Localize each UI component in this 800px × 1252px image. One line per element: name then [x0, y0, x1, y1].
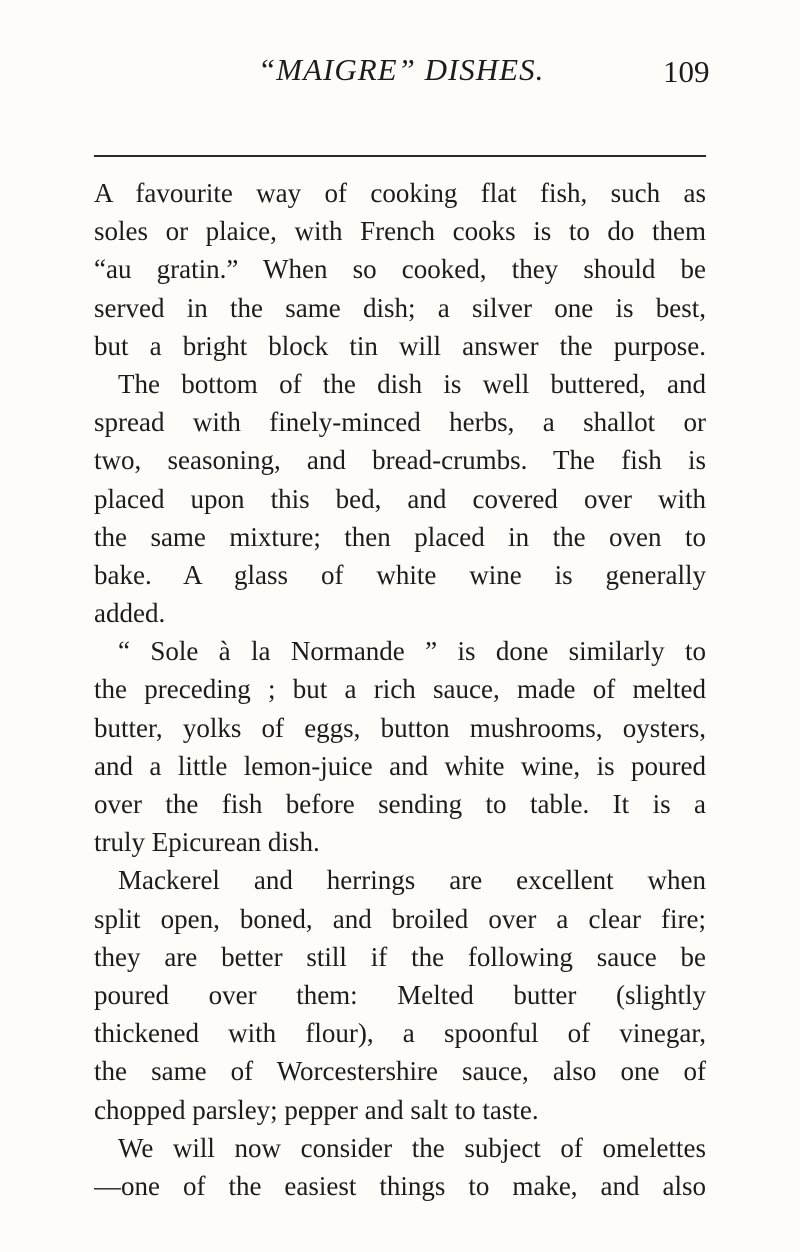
body-text — [94, 174, 706, 1205]
text-line: “ Sole à la Normande ” is done similarly to — [118, 636, 706, 667]
text-line: The bottom of the dish is well buttered, and — [118, 368, 706, 399]
text-line: the preceding ; but a rich sauce, made of melted — [94, 674, 706, 705]
text-line: the same of Worcestershire sauce, also one of — [94, 1056, 706, 1087]
text-line: two, seasoning, and bread-crumbs. The fish is — [94, 445, 706, 476]
text-line: over the fish before sending to table. It is a — [94, 789, 706, 819]
text-line: split open, boned, and broiled over a clear fire; — [94, 903, 706, 934]
running-title: “MAIGRE” DISHES. — [258, 52, 545, 87]
text-line: soles or plaice, with French cooks is to do them — [94, 216, 706, 247]
text-line: bake. A glass of white wine is generally — [94, 559, 706, 590]
text-line: placed upon this bed, and covered over with — [94, 483, 706, 514]
text-line: A favourite way of cooking flat fish, such as — [94, 178, 706, 208]
text-line: truly Epicurean dish. — [94, 827, 320, 858]
text-line: chopped parsley; pepper and salt to taste. — [94, 1094, 539, 1125]
text-line: thickened with flour), a spoonful of vinegar, — [94, 1018, 706, 1049]
text-line: served in the same dish; a silver one is best, — [94, 292, 706, 323]
text-line: poured over them: Melted butter (slightly — [94, 979, 706, 1010]
text-line: butter, yolks of eggs, button mushrooms, oysters, — [94, 712, 706, 743]
text-line: added. — [94, 598, 166, 629]
text-line: and a little lemon-juice and white wine, is poured — [94, 750, 706, 781]
text-line: spread with finely-minced herbs, a shallot or — [94, 407, 706, 438]
text-line: the same mixture; then placed in the oven to — [94, 521, 706, 552]
running-head — [0, 52, 800, 102]
text-line: but a bright block tin will answer the purpose. — [94, 330, 706, 361]
text-line: We will now consider the subject of omelettes — [118, 1132, 706, 1163]
text-line: “au gratin.” When so cooked, they should be — [94, 254, 706, 285]
text-line: —one of the easiest things to make, and also — [94, 1170, 706, 1201]
text-line: Mackerel and herrings are excellent when — [118, 865, 706, 896]
page-number: 109 — [663, 54, 710, 89]
header-rule — [94, 155, 706, 157]
text-line: they are better still if the following sauce be — [94, 941, 706, 972]
